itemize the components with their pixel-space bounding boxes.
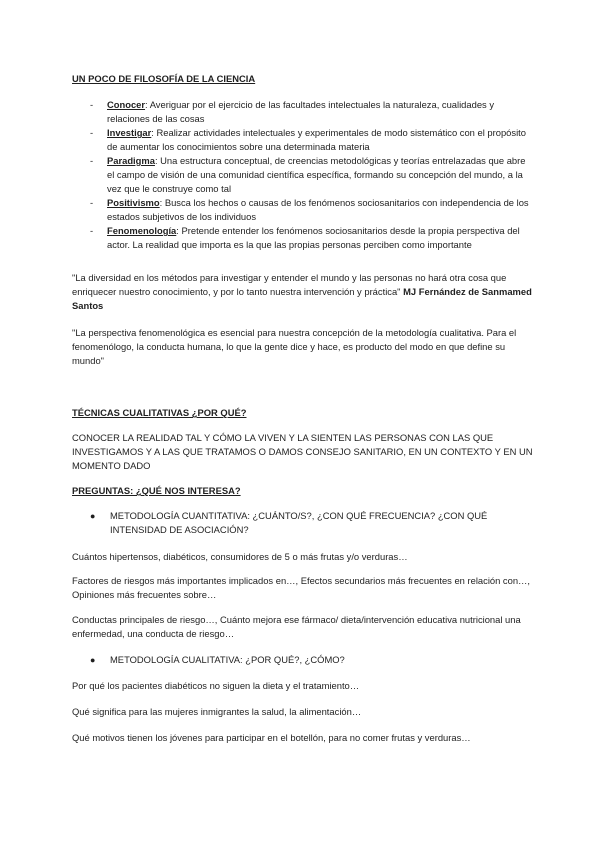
quant-example: Conductas principales de riesgo…, Cuánto mejora ese fármaco/ dieta/intervención educativa nutricional una enfermedad, una conducta de riesgo…: [72, 614, 521, 639]
bullet-dot-icon: ●: [90, 655, 96, 665]
quote-fenomenologia: "La perspectiva fenomenológica es esencial para nuestra concepción de la metodología cualitativa. Para el fenomenólogo, la conducta humana, lo que la gente dice y hace, es producto del modo en que define su mundo": [72, 327, 517, 366]
qual-example: Por qué los pacientes diabéticos no siguen la dieta y el tratamiento…: [72, 680, 360, 691]
list-item: - Conocer: Averiguar por el ejercicio de las facultades intelectuales la naturaleza, cualidades y relaciones de las cosas: [90, 98, 535, 126]
tecnicas-body: CONOCER LA REALIDAD TAL Y CÓMO LA VIVEN Y LA SIENTEN LAS PERSONAS CON LAS QUE INVESTIGAMOS Y A LAS QUE TRATAMOS O DAMOS CONSEJO SANITARIO, EN UN CONTEXTO Y EN UN MOMENTO DADO: [72, 432, 533, 471]
list-item: - Paradigma: Una estructura conceptual, de creencias metodológicas y teorías entrelazadas que abre el campo de visión de una comunidad científica específica, formando su concepción del mundo, a la vez que le construye como tal: [90, 154, 535, 196]
list-item: - Investigar: Realizar actividades intelectuales y experimentales de modo sistemático con el propósito de aumentar los conocimientos sobre una determinada materia: [90, 126, 535, 154]
quant-example: Factores de riesgos más importantes implicados en…, Efectos secundarios más frecuentes en relación con…, Opiniones más frecuentes sobre…: [72, 575, 531, 600]
bullet-cualitativa: ● METODOLOGÍA CUALITATIVA: ¿POR QUÉ?, ¿CÓMO?: [90, 654, 345, 665]
section-title-tecnicas: TÉCNICAS CUALITATIVAS ¿POR QUÉ?: [72, 407, 247, 418]
list-item: - Positivismo: Busca los hechos o causas de los fenómenos sociosanitarios con independencia de los estados subjetivos de los individuos: [90, 196, 535, 224]
quant-example: Cuántos hipertensos, diabéticos, consumidores de 5 o más frutas y/o verduras…: [72, 551, 408, 562]
quote-author: MJ Fernández de Sanmamed Santos: [72, 286, 532, 311]
bullet-cuantitativa: ● METODOLOGÍA CUANTITATIVA: ¿CUÁNTO/S?, ¿CON QUÉ FRECUENCIA? ¿CON QUÉ INTENSIDAD DE ASOCIACIÓN?: [90, 510, 488, 535]
qual-example: Qué motivos tienen los jóvenes para participar en el botellón, para no comer frutas y verduras…: [72, 732, 471, 743]
definitions-list: [90, 98, 535, 252]
quote-diversidad: "La diversidad en los métodos para investigar y entender el mundo y las personas no hará otra cosa que enriquecer nuestro conocimiento, y por lo tanto nuestra intervención y práctica" MJ Fernández de Sanmamed Santos: [72, 272, 532, 311]
list-item: - Fenomenología: Pretende entender los fenómenos sociosanitarios desde la propia perspectiva del actor. La realidad que importa es la que las propias personas perciben como importante: [90, 224, 535, 252]
section-title-filosofia: UN POCO DE FILOSOFÍA DE LA CIENCIA: [72, 73, 256, 84]
section-title-preguntas: PREGUNTAS: ¿QUÉ NOS INTERESA?: [72, 485, 241, 496]
bullet-dot-icon: ●: [90, 511, 96, 521]
qual-example: Qué significa para las mujeres inmigrantes la salud, la alimentación…: [72, 706, 362, 717]
